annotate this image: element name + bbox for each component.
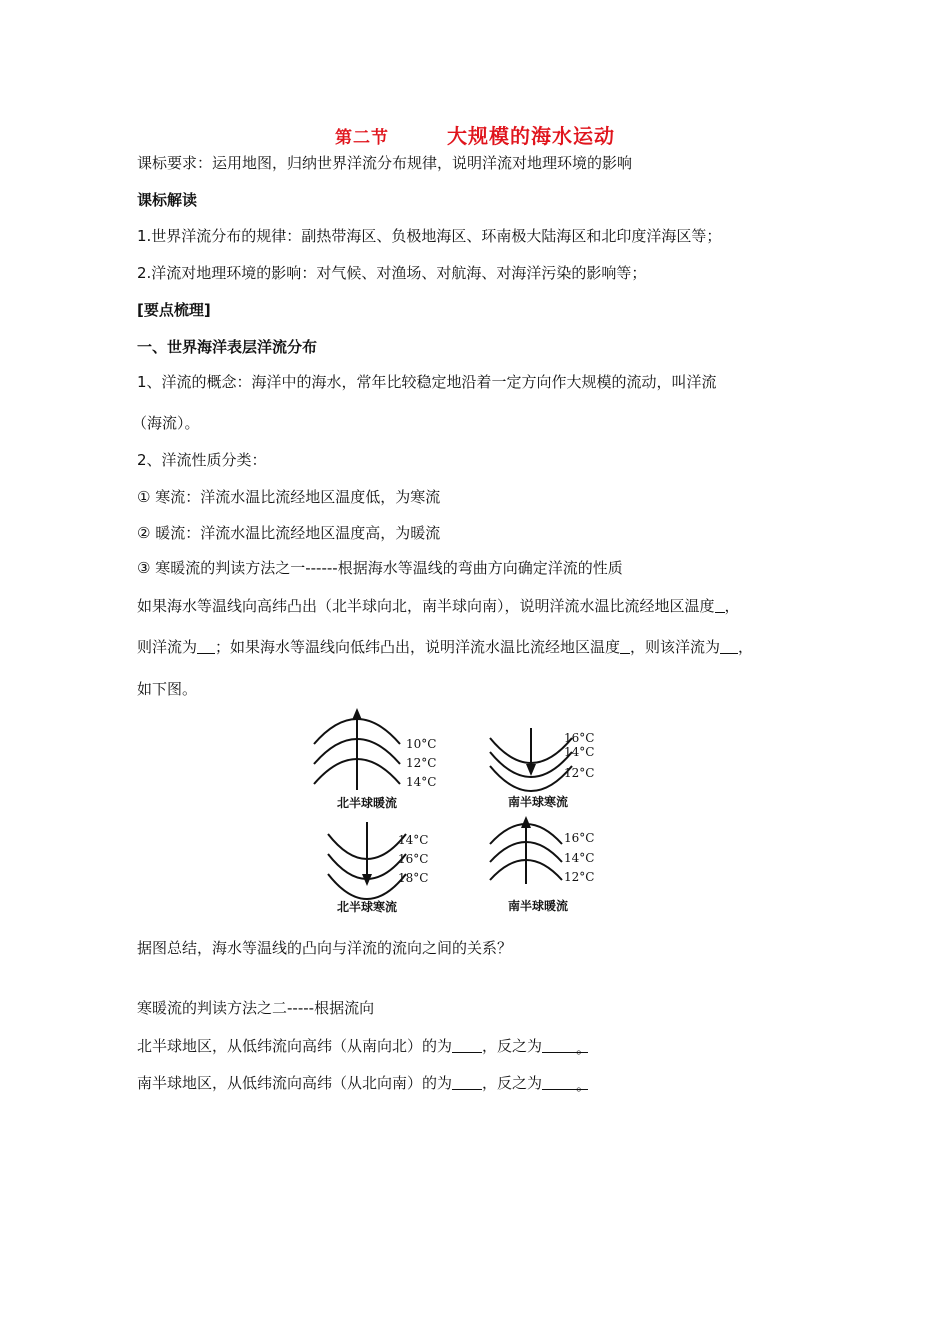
north-hemisphere-rule: 北半球地区，从低纬流向高纬（从南向北）的为 ，反之为 。 [137,1037,592,1057]
isotherm-label: 14°C [406,775,437,789]
title-section-number: 第二节 [335,128,389,148]
arrow-head [362,874,372,886]
summary-question: 据图总结，海水等温线的凸向与洋流的流向之间的关系？ [137,939,513,957]
isotherm-label: 14°C [564,745,595,759]
course-requirement: 课标要求：运用地图，归纳世界洋流分布规律，说明洋流对地理环境的影响 [137,154,633,172]
isotherm-label: 18°C [398,871,429,885]
south-hemisphere-rule: 南半球地区，从低纬流向高纬（从北向南）的为 ，反之为 。 [137,1074,592,1094]
isotherm-label: 16°C [564,731,595,745]
concept-line-2: （海流）。 [132,414,200,432]
judgment-method-2: 寒暖流的判读方法之二-----根据流向 [137,999,375,1017]
fill-blank-7[interactable] [452,1074,482,1090]
warm-current-definition: ② 暖流：洋流水温比流经地区温度高，为暖流 [137,524,441,542]
paragraph-line-2: 则洋流为 ；如果海水等温线向低纬凸出，说明洋流水温比流经地区温度 ，则该洋流为 ， [137,638,754,656]
arrow-head [521,816,531,828]
isotherm-label: 16°C [564,831,595,845]
isotherm-label: 14°C [398,833,429,847]
fill-blank-8[interactable]: 。 [542,1074,588,1090]
isotherm-label: 12°C [564,870,595,884]
paragraph-line-1: 如果海水等温线向高纬凸出（北半球向北，南半球向南），说明洋流水温比流经地区温度 ， [137,597,740,615]
arrow-head [526,764,536,776]
arrow-head [352,708,362,720]
paragraph-line-3: 如下图。 [137,680,198,698]
fill-blank-3[interactable] [620,638,630,654]
isotherm-label: 10°C [406,737,437,751]
page-title [0,120,950,149]
key-points-heading: [要点梳理] [137,301,211,319]
fill-blank-5[interactable] [452,1037,482,1053]
isotherm-label: 12°C [564,766,595,780]
section-heading-1: 一、世界海洋表层洋流分布 [137,338,318,356]
concept-line-1: 1、洋流的概念：海洋中的海水，常年比较稳定地沿着一定方向作大规模的流动，叫洋流 [137,373,717,391]
isotherm-label: 12°C [406,756,437,770]
cold-current-definition: ① 寒流：洋流水温比流经地区温度低，为寒流 [137,488,441,506]
fill-blank-2[interactable] [197,638,215,654]
fill-blank-4[interactable] [720,638,738,654]
figure-caption: 南半球寒流 [508,795,569,809]
fill-blank-1[interactable] [715,597,725,613]
figure-caption: 北半球暖流 [337,796,398,810]
figure-caption: 南半球暖流 [508,899,569,913]
fill-blank-6[interactable]: 。 [542,1037,588,1053]
isotherm-diagram [300,700,620,920]
isotherm-label: 14°C [564,851,595,865]
judgment-method-1: ③ 寒暖流的判读方法之一------根据海水等温线的弯曲方向确定洋流的性质 [137,559,623,577]
interpretation-item-2: 2.洋流对地理环境的影响：对气候、对渔场、对航海、对海洋污染的影响等； [137,264,647,282]
interpretation-item-1: 1.世界洋流分布的规律：副热带海区、负极地海区、环南极大陆海区和北印度洋海区等； [137,227,722,245]
isotherm-figure [300,700,620,920]
title-topic: 大规模的海水运动 [447,124,615,148]
figure-caption: 北半球寒流 [337,900,398,914]
isotherm-label: 16°C [398,852,429,866]
interpretation-heading: 课标解读 [137,191,198,209]
classification-heading: 2、洋流性质分类： [137,451,267,469]
